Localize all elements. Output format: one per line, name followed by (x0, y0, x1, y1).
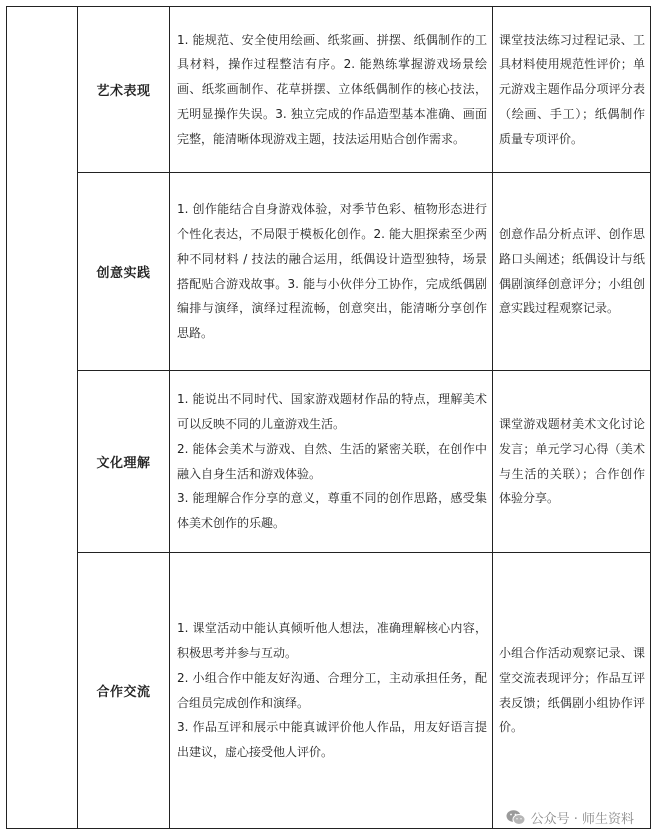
criteria-text: 1. 能规范、安全使用绘画、纸浆画、拼摆、纸偶制作的工具材料，操作过程整洁有序。2. 能熟练掌握游戏场景绘画、纸浆画制作、花草拼摆、立体纸偶制作的核心技法，无明显操作失误。3. 独立完成的作品造型基本准确、画面完整，能清晰体现游戏主题，技法运用贴合创作需求。 (177, 32, 487, 146)
table-row (7, 7, 651, 173)
watermark-text: 公众号 · 师生资料 (530, 812, 634, 827)
evaluation-text: 创意作品分析点评、创作思路口头阐述；纸偶设计与纸偶剧演绎创意评分；小组创意实践过程观察记录。 (499, 226, 645, 316)
criteria-item: 1. 能说出不同时代、国家游戏题材作品的特点，理解美术可以反映不同的儿童游戏生活。 (177, 392, 487, 431)
evaluation-cell (493, 7, 651, 173)
evaluation-cell (493, 371, 651, 553)
criteria-cell (170, 173, 493, 371)
criteria-item: 3. 作品互评和展示中能真诚评价他人作品，用友好语言提出建议，虚心接受他人评价。 (177, 720, 487, 760)
table-row (7, 371, 651, 553)
table-row (7, 173, 651, 371)
watermark (506, 808, 634, 827)
dimension-cell: 艺术表现 (78, 7, 170, 173)
evaluation-text: 课堂游戏题材美术文化讨论发言；单元学习心得（美术与生活的关联）；合作创作体验分享。 (499, 416, 645, 506)
evaluation-cell (493, 173, 651, 371)
table-row (7, 553, 651, 829)
wechat-icon (506, 809, 526, 826)
criteria-item: 1. 课堂活动中能认真倾听他人想法，准确理解核心内容，积极思考并参与互动。 (177, 621, 487, 660)
criteria-cell (170, 7, 493, 173)
merged-blank-cell (7, 7, 78, 829)
dimension-cell: 创意实践 (78, 173, 170, 371)
dimension-cell: 文化理解 (78, 371, 170, 553)
criteria-item: 2. 小组合作中能友好沟通、合理分工，主动承担任务，配合组员完成创作和演绎。 (177, 670, 487, 710)
criteria-cell (170, 371, 493, 553)
dimension-cell: 合作交流 (78, 553, 170, 829)
evaluation-cell (493, 553, 651, 829)
criteria-cell (170, 553, 493, 829)
criteria-text: 1. 创作能结合自身游戏体验，对季节色彩、植物形态进行个性化表达，不局限于模板化创作。2. 能大胆探索至少两种不同材料 / 技法的融合运用，纸偶设计造型独特，场景搭配贴合游戏故事。3. 能与小伙伴分工协作，完成纸偶剧编排与演绎，演绎过程流畅，创意突出，能清晰分享创作思路。 (177, 202, 487, 341)
criteria-item: 3. 能理解合作分享的意义，尊重不同的创作思路，感受集体美术创作的乐趣。 (177, 491, 487, 531)
evaluation-text: 小组合作活动观察记录、课堂交流表现评分；作品互评表反馈；纸偶剧小组协作评价。 (499, 645, 645, 735)
criteria-item: 2. 能体会美术与游戏、自然、生活的紧密关联，在创作中融入自身生活和游戏体验。 (177, 441, 487, 481)
evaluation-table (6, 6, 651, 829)
evaluation-text: 课堂技法练习过程记录、工具材料使用规范性评价；单元游戏主题作品分项评分表（绘画、手工）；纸偶制作质量专项评价。 (499, 32, 645, 146)
